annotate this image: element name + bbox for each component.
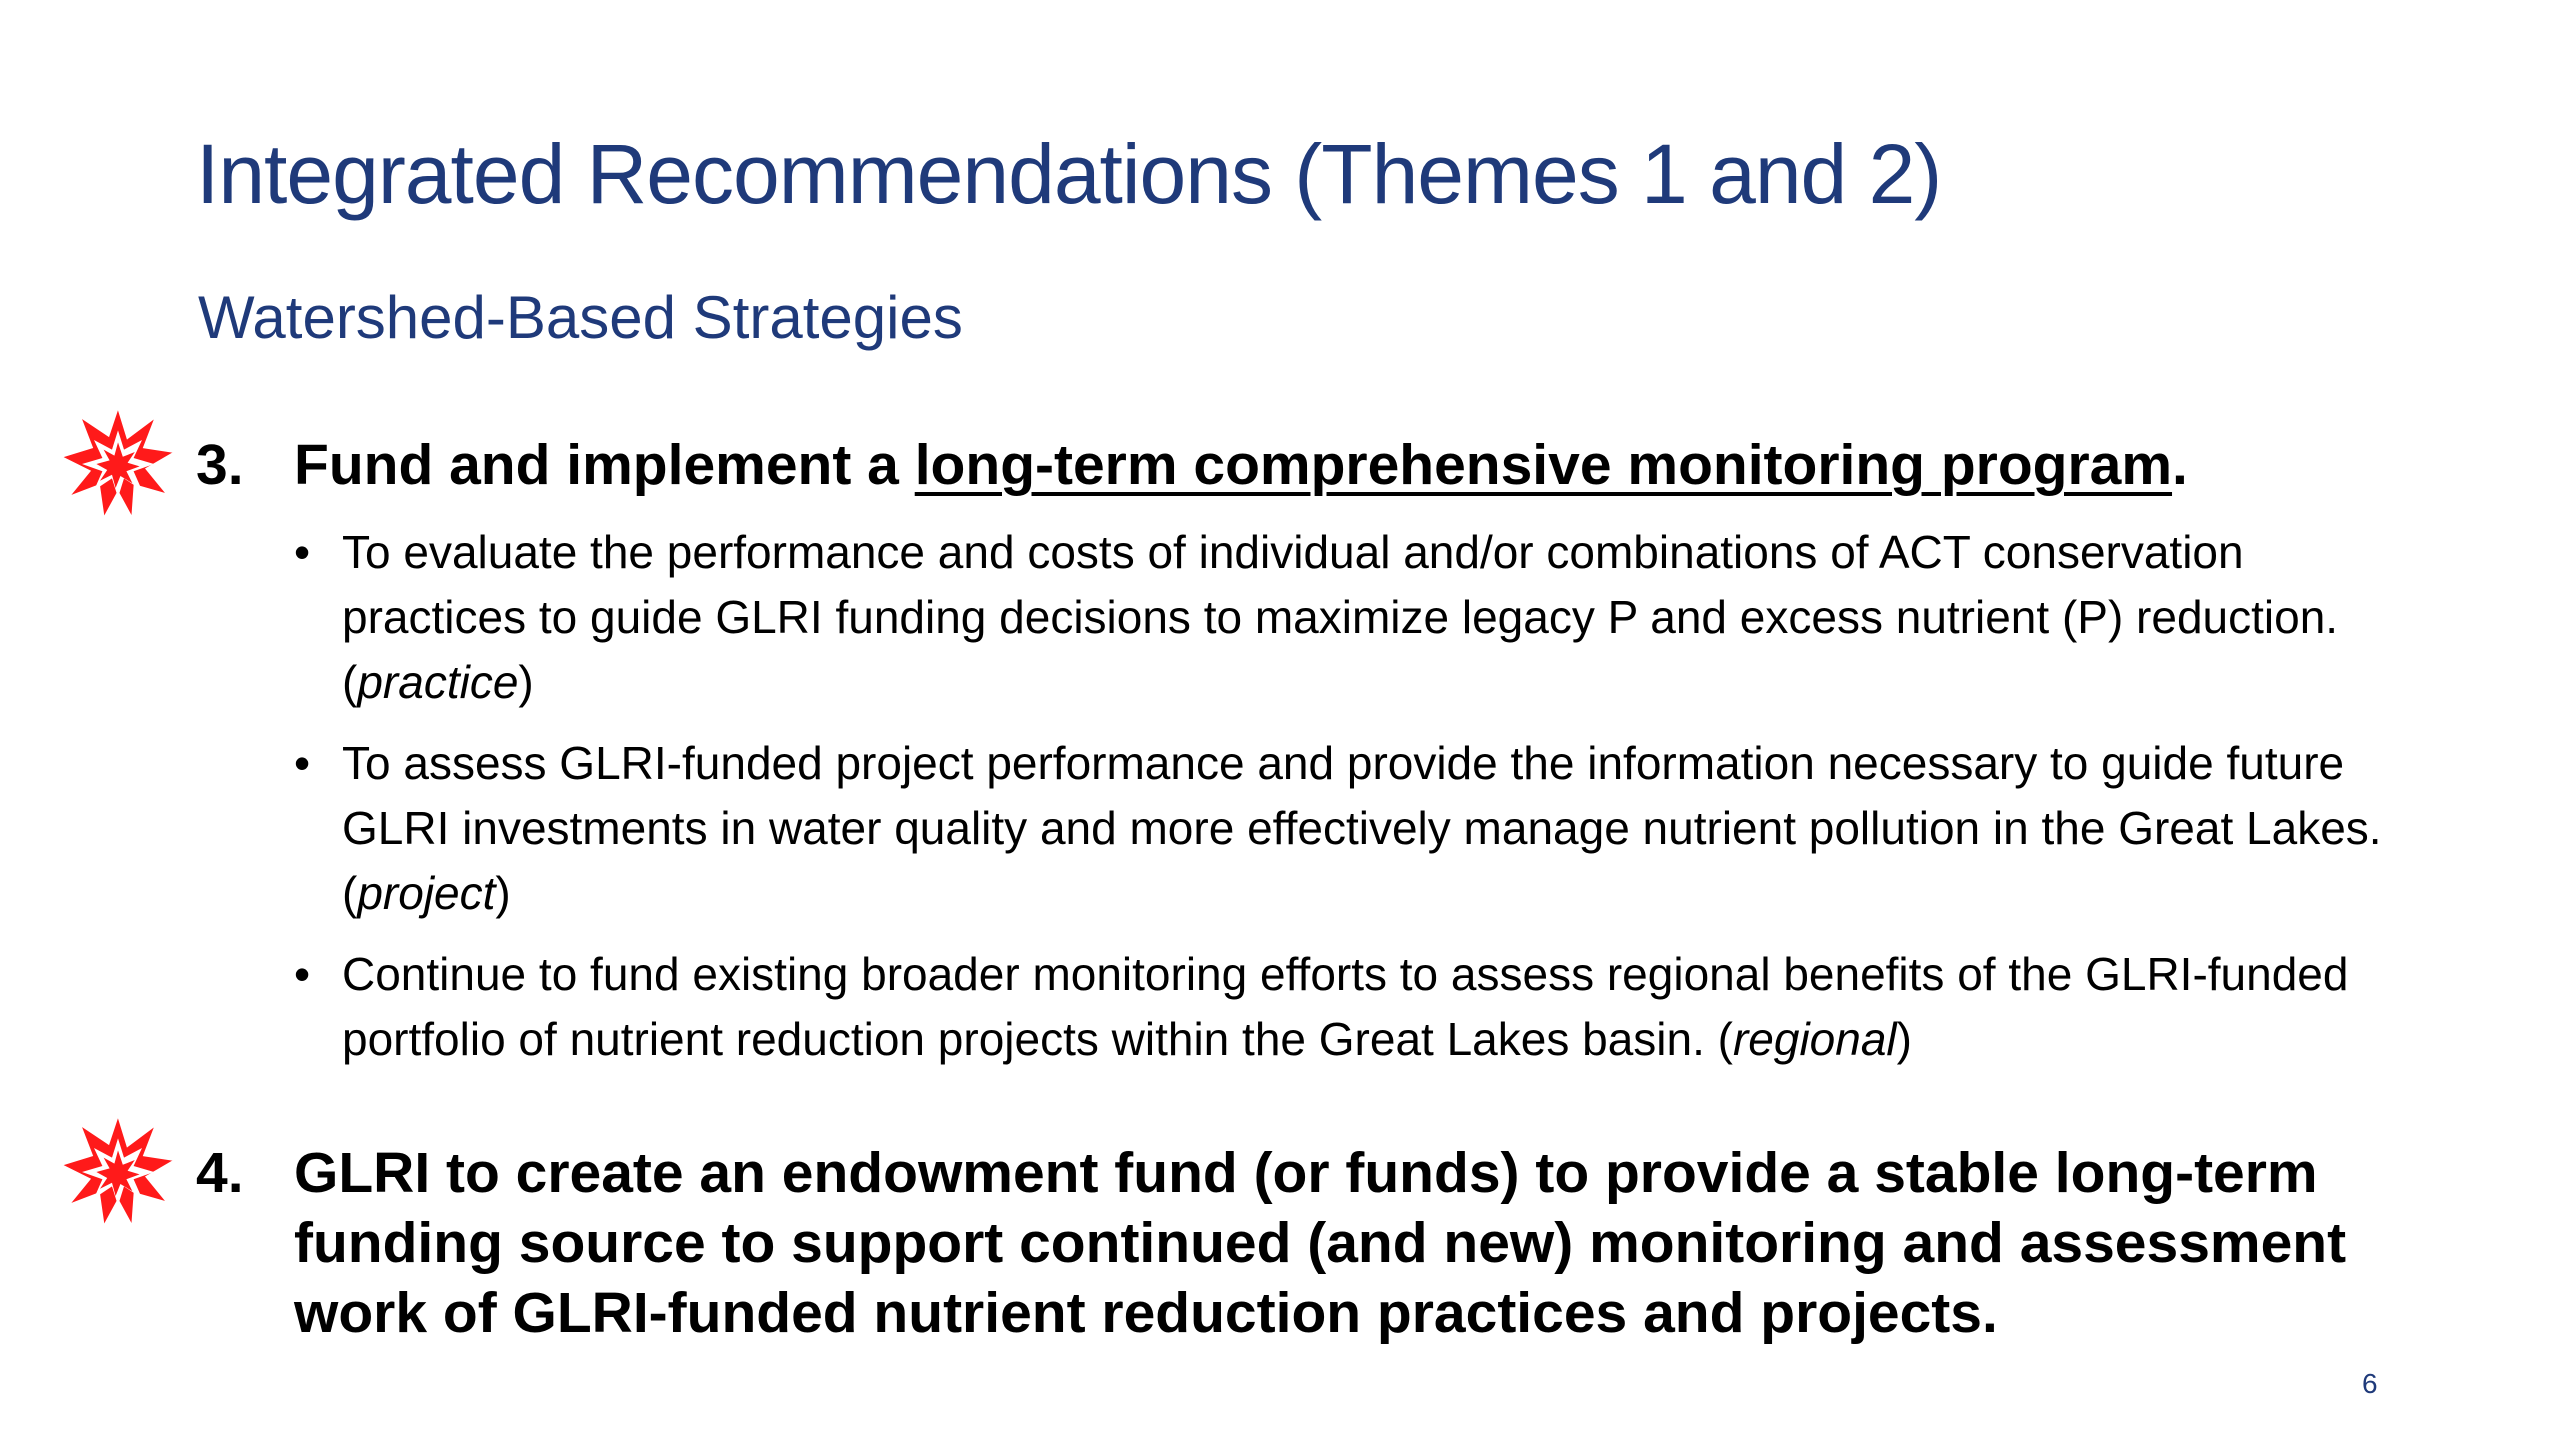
bullet-close: ): [518, 656, 534, 708]
bullet-close: ): [1896, 1013, 1912, 1065]
bullet-text: To evaluate the performance and costs of individual and/or combinations of ACT conservation practices to guide GLRI funding decisions to maximize legacy P and excess nutrient (P) reduction. (: [342, 526, 2339, 708]
recommendation-text-part: Fund and implement a: [294, 433, 915, 497]
recommendation-4: [196, 1138, 2410, 1348]
recommendation-number: 4.: [196, 1141, 244, 1205]
recommendation-text: [294, 430, 2410, 500]
bullet-italic-tag: project: [357, 867, 496, 919]
starburst-icon: [58, 404, 178, 524]
bullet-text: Continue to fund existing broader monitoring efforts to assess regional benefits of the GLRI-funded portfolio of nutrient reduction projects within the Great Lakes basin. (: [342, 948, 2349, 1065]
page-number: 6: [2362, 1368, 2378, 1399]
slide-subtitle: Watershed-Based Strategies: [198, 284, 963, 351]
bullet-dot-icon: •: [294, 737, 311, 789]
bullet-text: To assess GLRI-funded project performance and provide the information necessary to guide future GLRI investments in water quality and more effectively manage nutrient pollution in the Great Lakes. (: [342, 737, 2382, 919]
recommendation-3-bullets: [292, 520, 2392, 1088]
bullet-italic-tag: practice: [357, 656, 519, 708]
recommendation-3: [196, 430, 2410, 500]
recommendation-number: 3.: [196, 433, 244, 497]
recommendation-underlined-text: long-term comprehensive monitoring program: [914, 433, 2173, 497]
bullet-item: [292, 520, 2392, 715]
bullet-close: ): [495, 867, 511, 919]
bullet-item: [292, 942, 2392, 1072]
bullet-italic-tag: regional: [1732, 1013, 1897, 1065]
bullet-dot-icon: •: [294, 526, 311, 578]
bullet-dot-icon: •: [294, 948, 311, 1000]
recommendation-text: GLRI to create an endowment fund (or funds) to provide a stable long-term funding source to support continued (and new) monitoring and assessment work of GLRI-funded nutrient reduction practices and projects.: [294, 1141, 2347, 1345]
bullet-item: [292, 731, 2392, 926]
recommendation-text-part: .: [2172, 433, 2188, 497]
starburst-icon: [58, 1112, 178, 1232]
slide-title: Integrated Recommendations (Themes 1 and 2): [196, 127, 1942, 221]
